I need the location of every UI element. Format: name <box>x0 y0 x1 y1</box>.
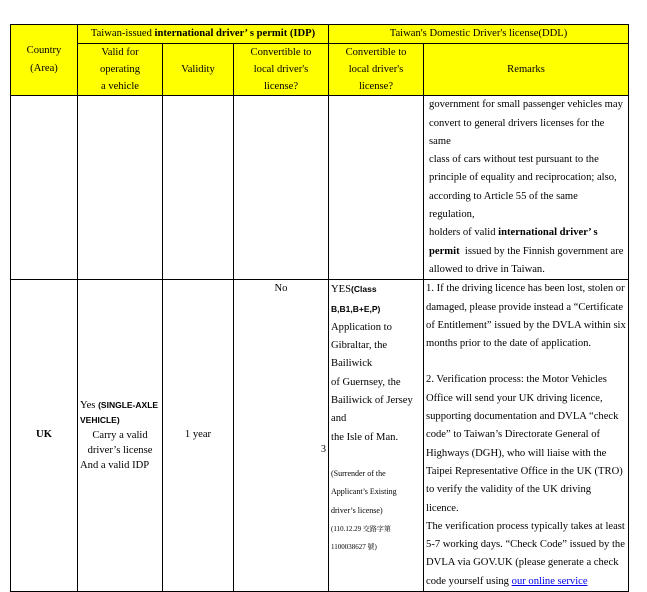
uk-remarks-line: months prior to the date of application. <box>426 338 592 350</box>
driver-license-table <box>10 24 629 592</box>
convertible-idp-line2: local driver's license? <box>253 64 309 93</box>
uk-remarks-spacer <box>426 353 626 371</box>
uk-remarks-line: 1. If the driving licence has been lost, stolen or <box>426 283 625 295</box>
uk-ddl-note: (110.12.29 交路字第 <box>331 524 391 533</box>
uk-remarks-line: code” to Taiwan’s Directorate General of <box>426 429 601 441</box>
permit-line <box>429 243 626 261</box>
uk-conv-idp-cell: No <box>234 280 329 592</box>
country-header <box>11 25 78 96</box>
idp-group-header <box>78 25 329 44</box>
continued-remarks-line: convert to general drivers licenses for the same <box>429 117 605 147</box>
allowed-line: allowed to drive in Taiwan. <box>429 263 545 275</box>
continued-conv-idp-cell <box>234 96 329 280</box>
uk-ddl-yes: YES(Class B,B1,B+E,P) <box>331 284 381 314</box>
idp-group-suffix: s permit (IDP) <box>249 28 316 39</box>
uk-remarks-line: 5-7 working days. “Check Code” issued by the <box>426 539 625 551</box>
uk-ddl-line: the Isle of Man. <box>331 431 399 443</box>
convertible-ddl-header <box>329 44 424 96</box>
continued-remarks-line: class of cars without test pursuant to the <box>429 154 599 166</box>
uk-remarks-line: The verification process typically takes at least <box>426 520 625 532</box>
uk-remarks-line: DVLA via GOV.UK (please generate a check <box>426 557 619 569</box>
uk-conv-ddl-cell <box>329 280 424 592</box>
continued-conv-ddl-cell <box>329 96 424 280</box>
convertible-idp-line1: Convertible to <box>250 47 312 59</box>
continued-remarks-line: government for small passenger vehicles may <box>429 99 623 111</box>
validity-header: Validity <box>163 44 234 96</box>
uk-remarks-last-line <box>426 573 626 591</box>
convertible-ddl-line2: local driver's license? <box>348 64 404 93</box>
remarks-header: Remarks <box>424 44 629 96</box>
uk-ddl-line: Bailiwick of Jersey and <box>331 395 413 425</box>
valid-for-line2: a vehicle <box>101 81 139 93</box>
country-header-line1: Country <box>26 44 62 56</box>
continued-remarks-line: principle of equality and reciprocation; also, <box>429 172 617 184</box>
idp-group-bold: international driver <box>154 28 245 39</box>
uk-valid-line2: Carry a valid <box>92 430 148 442</box>
valid-for-line1: Valid for operating <box>99 47 140 76</box>
ddl-group-header: Taiwan's Domestic Driver's license(DDL) <box>329 25 629 44</box>
permit-rest: issued by the Finnish government are <box>459 245 624 257</box>
idp-group-gap: ’ <box>244 28 250 39</box>
uk-valid-line3: driver’s license <box>87 445 153 457</box>
country-header-line2: (Area) <box>30 63 58 75</box>
uk-remarks-line: of Entitlement” issued by the DVLA within six <box>426 319 626 331</box>
uk-valid-yes: Yes (SINGLE-AXLE VEHICLE) <box>80 400 159 426</box>
uk-valid-class: (SINGLE-AXLE VEHICLE) <box>80 400 159 426</box>
uk-remarks-line: damaged, please provide instead a “Certificate <box>426 301 624 313</box>
uk-ddl-note: 1100038627 號) <box>331 542 377 551</box>
uk-valid-line4: And a valid IDP <box>80 460 150 472</box>
uk-validity-cell: 1 year <box>163 280 234 592</box>
continued-valid-cell <box>78 96 163 280</box>
valid-for-header <box>78 44 163 96</box>
table-row-continued <box>11 96 629 280</box>
continued-remarks-cell <box>424 96 629 280</box>
uk-remarks-line: Taipei Representative Office in the UK (TRO) <box>426 465 623 477</box>
uk-country-cell: UK <box>11 280 78 592</box>
uk-valid-cell <box>78 280 163 592</box>
holders-tail: ’ s <box>588 227 598 239</box>
table-row-uk <box>11 280 629 592</box>
page-number: 3 <box>321 444 326 455</box>
uk-remarks-cell <box>424 280 629 592</box>
continued-validity-cell <box>163 96 234 280</box>
uk-ddl-line: Application to <box>331 321 392 333</box>
holders-prefix: holders of valid <box>429 227 499 239</box>
uk-remarks-line: to verify the validity of the UK driving licence. <box>426 484 592 514</box>
uk-ddl-line: of Guernsey, the <box>331 376 401 388</box>
continued-country-cell <box>11 96 78 280</box>
permit-bold: permit <box>429 245 460 257</box>
continued-remarks-line: according to Article 55 of the same regulation, <box>429 190 578 221</box>
uk-ddl-line: Gibraltar, the Bailiwick <box>331 340 388 370</box>
convertible-ddl-line1: Convertible to <box>345 47 407 59</box>
uk-ddl-classes: (Class B,B1,B+E,P) <box>331 284 381 314</box>
uk-remarks-line: Highways (DGH), who will liaise with the <box>426 447 607 459</box>
uk-ddl-note: (Surrender of the <box>331 468 386 478</box>
uk-remarks-line: 2. Verification process: the Motor Vehicles <box>426 374 607 386</box>
uk-remarks-line: Office will send your UK driving licence, <box>426 392 603 404</box>
uk-remarks-last-prefix: code yourself using <box>426 575 512 587</box>
uk-ddl-note: Applicant’s Existing <box>331 487 397 497</box>
idp-group-prefix: Taiwan-issued <box>90 28 155 39</box>
uk-ddl-note: driver’s license) <box>331 505 383 515</box>
convertible-idp-header <box>234 44 329 96</box>
holders-bold: international driver <box>498 227 589 239</box>
uk-remarks-line: supporting documentation and DVLA “check <box>426 411 619 423</box>
online-service-link[interactable]: our online service <box>511 575 588 587</box>
holders-line <box>429 224 626 242</box>
